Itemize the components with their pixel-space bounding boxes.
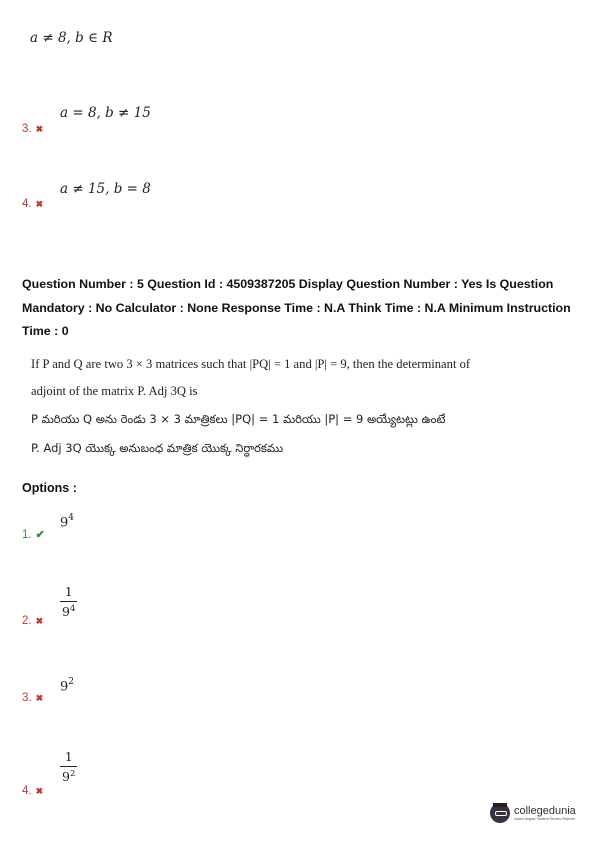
option-1-label xyxy=(22,528,45,541)
value-base: 9 xyxy=(62,769,70,785)
value-exponent: 4 xyxy=(68,513,75,523)
question-meta-line: Mandatory : No Calculator : None Response Time : N.A Think Time : N.A Minimum Instruction xyxy=(22,300,571,315)
question-text-telugu-1: P మరియు Q అను రెండు 3 × 3 మాత్రికలు |PQ| = 1 మరియు |P| = 9 అయ్యేటట్లు ఉంటే xyxy=(31,412,446,426)
value-base: 9 xyxy=(60,515,69,531)
logo-text xyxy=(514,805,576,822)
fraction-numerator: 1 xyxy=(64,749,73,764)
cross-icon: ✖ xyxy=(35,615,44,626)
fraction-numerator: 1 xyxy=(64,584,73,599)
value-base: 9 xyxy=(62,604,70,620)
option-2-label xyxy=(22,615,43,627)
cross-icon: ✖ xyxy=(35,123,44,134)
fraction-denominator xyxy=(60,601,77,619)
prev-option-3-text: a = 8, b ≠ 15 xyxy=(60,105,151,121)
option-number: 3. xyxy=(22,123,32,135)
option-3-label xyxy=(22,692,43,704)
cross-icon: ✖ xyxy=(35,692,44,703)
option-number: 1. xyxy=(22,528,32,541)
collegedunia-logo xyxy=(490,803,576,823)
option-number: 4. xyxy=(22,785,32,797)
option-3-value xyxy=(60,678,74,694)
value-exponent: 2 xyxy=(68,677,75,687)
option-1-value xyxy=(60,514,74,530)
question-text-telugu-2: P. Adj 3Q యొక్క అనుబంధ మాత్రిక యొక్క నిర్ధారకము xyxy=(31,441,284,455)
graduate-mascot-icon xyxy=(490,803,510,823)
question-meta xyxy=(22,273,587,344)
option-number: 4. xyxy=(22,198,32,210)
option-2-value xyxy=(60,584,77,619)
option-number: 2. xyxy=(22,615,32,627)
value-exponent: 2 xyxy=(69,769,76,779)
value-exponent: 4 xyxy=(69,604,76,614)
question-text-english-2: adjoint of the matrix P. Adj 3Q is xyxy=(31,384,198,398)
cross-icon: ✖ xyxy=(35,198,44,209)
value-base: 9 xyxy=(60,679,69,695)
fraction-denominator xyxy=(60,766,77,784)
check-icon: ✔ xyxy=(35,529,45,541)
brand-name: collegedunia xyxy=(514,804,576,817)
prev-option-2-text: a ≠ 8, b ∈ R xyxy=(30,30,113,46)
options-heading: Options : xyxy=(22,481,77,495)
option-4-label xyxy=(22,785,43,797)
prev-option-4-text: a ≠ 15, b = 8 xyxy=(60,181,151,197)
brand-tagline: India's largest Student Review Platform xyxy=(514,816,575,821)
prev-option-4-label xyxy=(22,198,43,210)
cross-icon: ✖ xyxy=(35,785,44,796)
question-meta-line: Time : 0 xyxy=(22,324,69,338)
option-4-value xyxy=(60,749,77,784)
question-text-english-1: If P and Q are two 3 × 3 matrices such that |PQ| = 1 and |P| = 9, then the determinant of xyxy=(31,357,471,371)
prev-option-3-label xyxy=(22,123,43,135)
option-number: 3. xyxy=(22,692,32,704)
question-meta-line: Question Number : 5 Question Id : 4509387205 Display Question Number : Yes Is Question xyxy=(22,277,554,291)
